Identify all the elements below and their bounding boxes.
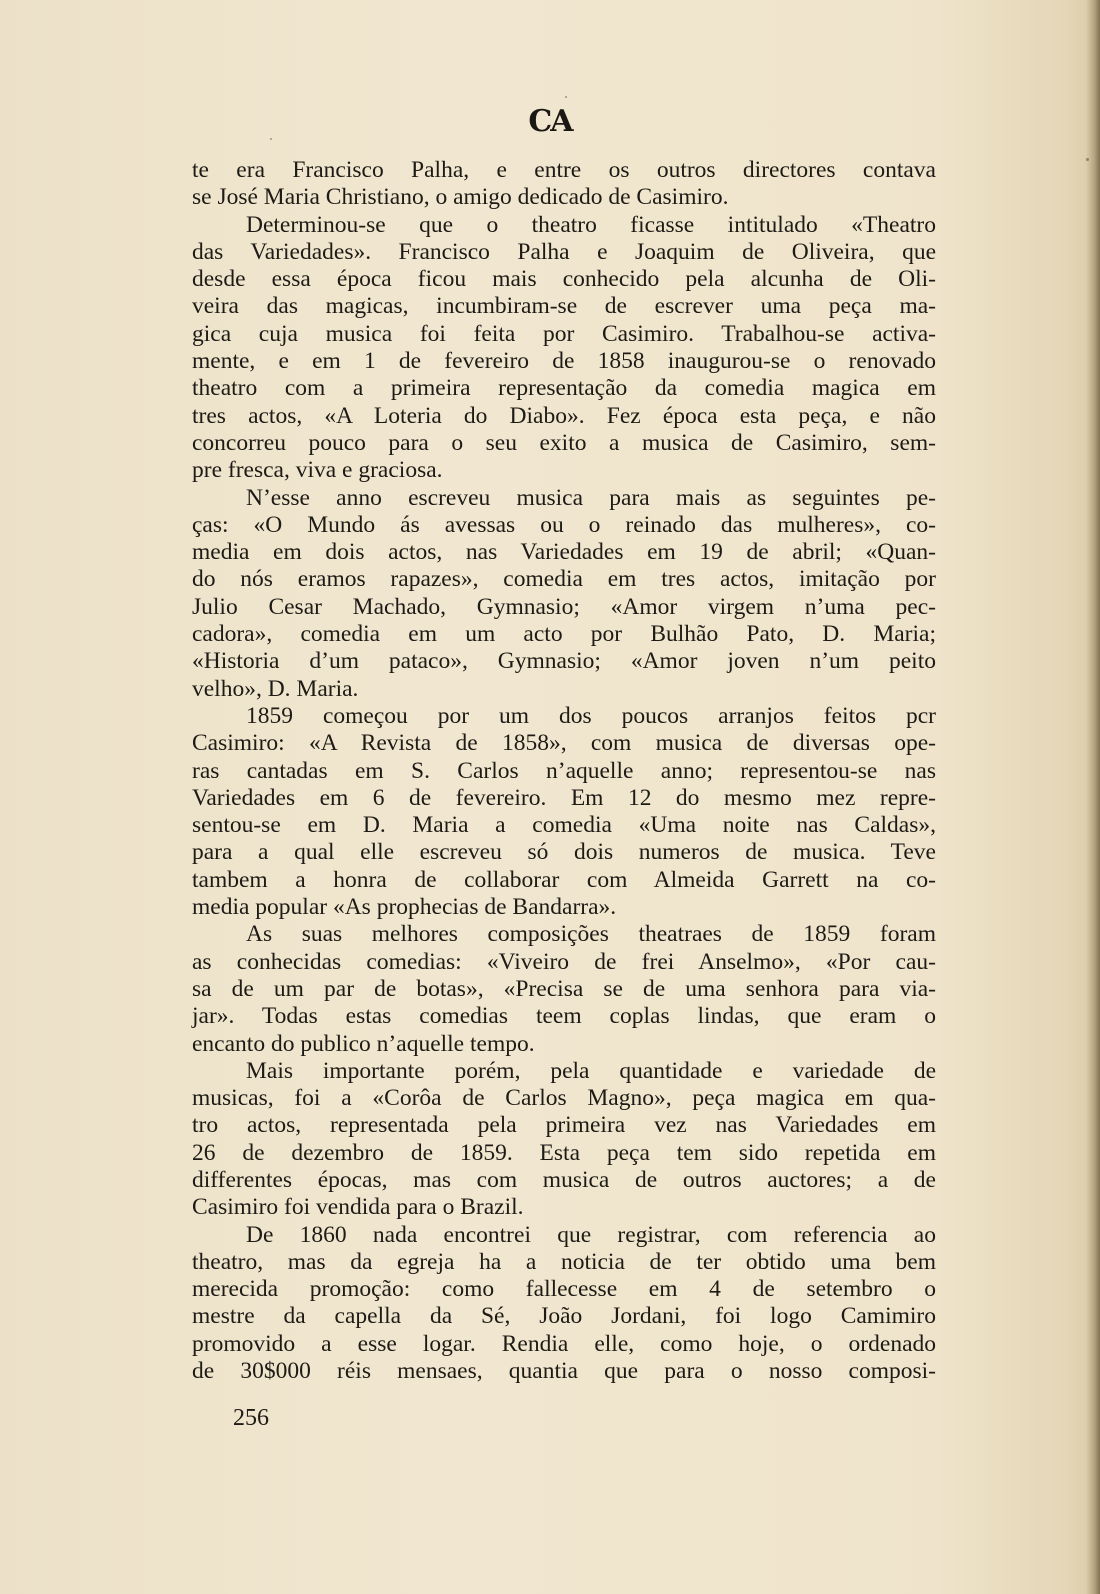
text-line: se José Maria Christiano, o amigo dedicado de Casimiro. [192,184,729,211]
text-line: concorreu pouco para o seu exito a musica de Casimiro, sem- [192,429,936,456]
text-line: ças: «O Mundo ás avessas ou o reinado das mulheres», co- [192,511,936,538]
text-line: Casimiro: «A Revista de 1858», com musica de diversas ope- [192,730,936,757]
text-line: do nós eramos rapazes», comedia em tres actos, imitação por [192,566,936,593]
text-line: ras cantadas em S. Carlos n’aquelle anno; representou-se nas [192,757,936,784]
text-line: media em dois actos, nas Variedades em 19 de abril; «Quan- [192,539,936,566]
text-line: promovido a esse logar. Rendia elle, como hoje, o ordenado [192,1330,936,1357]
running-header: CA [528,104,572,139]
text-line: gica cuja musica foi feita por Casimiro. Trabalhou-se activa- [192,320,936,347]
text-line: N’esse anno escreveu musica para mais as seguintes pe- [246,484,936,511]
text-line: desde essa época ficou mais conhecido pela alcunha de Oli- [192,266,936,293]
text-line: Determinou-se que o theatro ficasse intitulado «Theatro [246,211,936,238]
text-line: mente, e em 1 de fevereiro de 1858 inaugurou-se o renovado [192,348,936,375]
text-line: pre fresca, viva e graciosa. [192,457,443,484]
text-line: «Historia d’um pataco», Gymnasio; «Amor joven n’um peito [192,648,936,675]
text-line: De 1860 nada encontrei que registrar, com referencia ao [246,1221,936,1248]
text-line: encanto do publico n’aquelle tempo. [192,1030,535,1057]
text-line: Casimiro foi vendida para o Brazil. [192,1194,524,1221]
text-line: tres actos, «A Loteria do Diabo». Fez época esta peça, e não [192,402,936,429]
paper-speck [270,138,272,140]
text-line: tambem a honra de collaborar com Almeida Garrett na co- [192,866,936,893]
text-line: musicas, foi a «Corôa de Carlos Magno», peça magica em qua- [192,1085,936,1112]
paper-speck [1086,158,1089,161]
text-line: As suas melhores composições theatraes de 1859 foram [246,921,936,948]
page-edge-shadow [1086,0,1100,1594]
text-line: media popular «As prophecias de Bandarra». [192,894,617,921]
text-line: Variedades em 6 de fevereiro. Em 12 do mesmo mez repre- [192,784,936,811]
text-line: velho», D. Maria. [192,675,359,702]
text-line: das Variedades». Francisco Palha e Joaquim de Oliveira, que [192,238,936,265]
text-line: te era Francisco Palha, e entre os outros directores contava [192,157,936,183]
text-line: Julio Cesar Machado, Gymnasio; «Amor virgem n’uma pec- [192,593,936,620]
paper-speck [565,96,567,98]
text-line: theatro, mas da egreja ha a noticia de ter obtido uma bem [192,1248,936,1275]
text-line: 26 de dezembro de 1859. Esta peça tem sido repetida em [192,1139,936,1166]
text-line: cadora», comedia em um acto por Bulhão Pato, D. Maria; [192,621,936,648]
body-text [192,157,936,1385]
text-line: tro actos, representada pela primeira vez nas Variedades em [192,1112,936,1139]
text-line: merecida promoção: como fallecesse em 4 de setembro o [192,1276,936,1303]
text-line: de 30$000 réis mensaes, quantia que para o nosso composi- [192,1358,936,1385]
text-line: jar». Todas estas comedias teem coplas lindas, que eram o [192,1003,936,1030]
text-line: differentes épocas, mas com musica de outros auctores; a de [192,1166,936,1193]
text-line: sa de um par de botas», «Precisa se de uma senhora para via- [192,975,936,1002]
page-number: 256 [233,1405,269,1431]
text-line: theatro com a primeira representação da comedia magica em [192,375,936,402]
text-line: mestre da capella da Sé, João Jordani, foi logo Camimiro [192,1303,936,1330]
text-line: veira das magicas, incumbiram-se de escrever uma peça ma- [192,293,936,320]
text-line: 1859 começou por um dos poucos arranjos feitos pcr [246,702,936,729]
text-line: as conhecidas comedias: «Viveiro de frei Anselmo», «Por cau- [192,948,936,975]
text-line: sentou-se em D. Maria a comedia «Uma noite nas Caldas», [192,812,936,839]
text-line: para a qual elle escreveu só dois numeros de musica. Teve [192,839,936,866]
text-line: Mais importante porém, pela quantidade e variedade de [246,1057,936,1084]
